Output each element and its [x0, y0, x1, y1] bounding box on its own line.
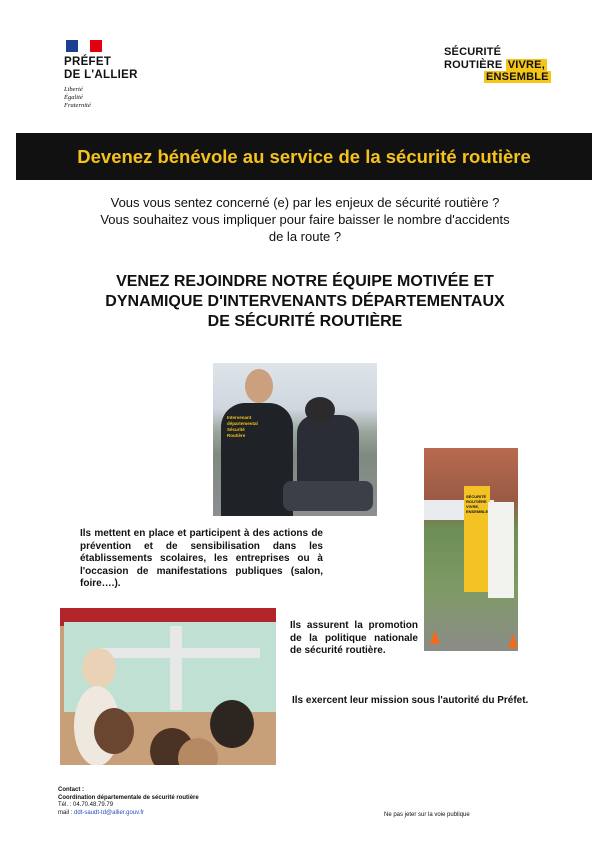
motto-liberte: Liberté: [64, 86, 83, 93]
headline-line-2: DYNAMIQUE D'INTERVENANTS DÉPARTEMENTAUX: [105, 293, 505, 310]
contact-label: Contact :: [58, 787, 84, 793]
authority-text: Ils exercent leur mission sous l'autorité du Préfet.: [292, 695, 529, 706]
headline-line-1: VENEZ REJOINDRE NOTRE ÉQUIPE MOTIVÉE ET: [116, 273, 494, 290]
logo-line-2: [444, 59, 551, 72]
kakemono-line-4: ENSEMBLE: [466, 509, 489, 514]
motto-fraternite: Fraternité: [64, 102, 91, 109]
logo-ensemble: ENSEMBLE: [486, 71, 549, 83]
headline: [40, 272, 570, 332]
kakemono-banner: [464, 486, 490, 592]
shirt-text-3: Sécurité: [227, 427, 245, 432]
footer-notice: Ne pas jeter sur la voie publique: [384, 812, 470, 818]
intro-line-1: Vous vous sentez concerné (e) par les enjeux de sécurité routière ?: [110, 195, 500, 210]
actions-text: Ils mettent en place et participent à des actions de prévention et de sensibilisation dans les établissements scolaires, les entreprises ou à l'occasion de manifestations publiques (salon, foire….).: [80, 528, 323, 589]
child-5: [178, 738, 218, 765]
child-1: [82, 648, 116, 688]
intro-line-3: de la route ?: [268, 229, 342, 244]
photo-intervenant-motorcycle: [213, 363, 377, 516]
prefet-name: [64, 56, 138, 82]
banner-title: Devenez bénévole au service de la sécurité routière: [77, 145, 531, 167]
intro-line-2: Vous souhaitez vous impliquer pour faire baisser le nombre d'accidents: [100, 212, 510, 227]
contact-block: [58, 787, 199, 817]
kakemono-line-3: VIVRE,: [466, 504, 480, 509]
shirt-print: [227, 415, 258, 439]
info-panel: [488, 502, 514, 598]
rider-figure: [297, 415, 359, 485]
logo-line-3: [444, 71, 551, 84]
shirt-text-4: Routière: [227, 433, 246, 438]
kakemono-line-2: ROUTIÈRE: [466, 499, 487, 504]
child-4: [210, 700, 254, 748]
title-banner: [16, 133, 592, 180]
child-2: [94, 708, 134, 754]
intervenant-head: [245, 369, 273, 403]
promotion-text: Ils assurent la promotion de la politique nationale de sécurité routière.: [290, 620, 418, 656]
prefet-line-2: DE L'ALLIER: [64, 69, 138, 81]
contact-mail-label: mail :: [58, 809, 75, 816]
helmet-shape: [305, 397, 335, 423]
photo-stand-kakemono: [424, 448, 518, 651]
headline-line-3: DE SÉCURITÉ ROUTIÈRE: [207, 313, 403, 330]
logo-vivre: VIVRE,: [507, 58, 545, 71]
contact-org: Coordination départementale de sécurité routière: [58, 794, 199, 801]
republic-motto: [64, 86, 91, 110]
traffic-cone-2: [508, 634, 518, 648]
shirt-text-1: Intervenant: [227, 415, 252, 420]
motto-egalite: Égalité: [64, 94, 83, 101]
contact-mail-link[interactable]: ddt-saudt-td@allier.gouv.fr: [74, 809, 145, 816]
shirt-text-2: départemental: [227, 421, 258, 426]
intro-paragraph: [60, 194, 550, 245]
photo-children-road-board: [60, 608, 276, 765]
kakemono-text: [466, 494, 488, 514]
logo-line-1: SÉCURITÉ: [444, 46, 502, 58]
contact-mail-line: [58, 810, 199, 818]
prefet-line-1: PRÉFET: [64, 56, 112, 68]
securite-routiere-logo: [444, 46, 551, 84]
traffic-cone-1: [430, 630, 440, 644]
motorcycle-shape: [283, 481, 373, 511]
logo-routiere: ROUTIÈRE: [444, 58, 503, 71]
contact-tel: Tél. : 04.70.48.79.79: [58, 802, 114, 808]
board-road-vertical: [170, 626, 182, 710]
kakemono-line-1: SÉCURITÉ: [466, 494, 487, 499]
french-flag-icon: [66, 40, 102, 52]
